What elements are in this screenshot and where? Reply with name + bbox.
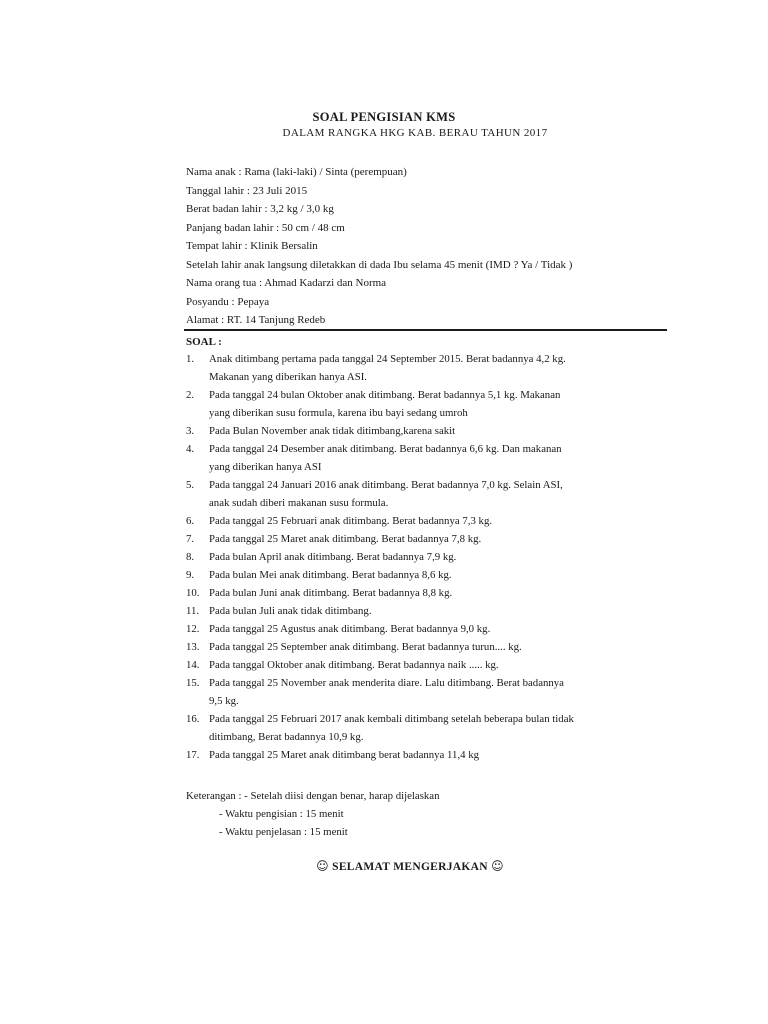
question-item bbox=[186, 350, 656, 386]
document-subtitle: DALAM RANGKA HKG KAB. BERAU TAHUN 2017 bbox=[282, 127, 548, 139]
question-item bbox=[186, 674, 656, 710]
question-item bbox=[186, 584, 656, 602]
question-text: Pada tanggal 25 Februari anak ditimbang. Berat badannya 7,3 kg. bbox=[209, 515, 493, 527]
question-item bbox=[186, 566, 656, 584]
question-text: Pada tanggal 25 November anak menderita diare. Lalu ditimbang. Berat badannya bbox=[209, 677, 564, 689]
question-text: Pada tanggal 25 Februari 2017 anak kembali ditimbang setelah beberapa bulan tidak bbox=[209, 713, 574, 725]
info-line-birth-date: Tanggal lahir : 23 Juli 2015 bbox=[186, 184, 308, 197]
question-text: Pada tanggal 24 Januari 2016 anak ditimbang. Berat badannya 7,0 kg. Selain ASI, bbox=[209, 479, 563, 491]
question-item bbox=[186, 476, 656, 512]
notes-first-line: Keterangan : - Setelah diisi dengan benar, harap dijelaskan bbox=[186, 790, 440, 802]
closing-line bbox=[0, 859, 768, 873]
smiley-icon: ☺ bbox=[316, 859, 329, 873]
question-item bbox=[186, 512, 656, 530]
info-line-posyandu: Posyandu : Pepaya bbox=[186, 295, 270, 308]
question-item bbox=[186, 602, 656, 620]
question-number: 6. bbox=[186, 515, 195, 527]
question-number: 12. bbox=[186, 623, 200, 635]
question-text: anak sudah diberi makanan susu formula. bbox=[209, 497, 389, 509]
info-line-birth-weight: Berat badan lahir : 3,2 kg / 3,0 kg bbox=[186, 203, 334, 215]
question-text: ditimbang, Berat badannya 10,9 kg. bbox=[209, 731, 364, 743]
question-text: Pada tanggal 24 bulan Oktober anak ditimbang. Berat badannya 5,1 kg. Makanan bbox=[209, 389, 561, 401]
question-text: Pada tanggal 25 Maret anak ditimbang. Berat badannya 7,8 kg. bbox=[209, 533, 482, 545]
notes-line: - Waktu penjelasan : 15 menit bbox=[219, 826, 348, 838]
question-number: 16. bbox=[186, 713, 200, 725]
question-number: 2. bbox=[186, 389, 195, 401]
question-item bbox=[186, 386, 656, 422]
question-number: 1. bbox=[186, 353, 195, 365]
info-line-child-name: Nama anak : Rama (laki-laki) / Sinta (perempuan) bbox=[186, 166, 407, 178]
question-number: 9. bbox=[186, 569, 195, 581]
question-item bbox=[186, 710, 656, 746]
question-number: 8. bbox=[186, 551, 195, 563]
questions-heading: SOAL : bbox=[186, 336, 222, 348]
document-title: SOAL PENGISIAN KMS bbox=[312, 110, 456, 124]
question-number: 15. bbox=[186, 677, 200, 689]
question-item bbox=[186, 638, 656, 656]
info-line-parents: Nama orang tua : Ahmad Kadarzi dan Norma bbox=[186, 277, 387, 289]
question-text: Pada bulan April anak ditimbang. Berat badannya 7,9 kg. bbox=[209, 551, 457, 563]
question-item bbox=[186, 548, 656, 566]
question-number: 11. bbox=[186, 605, 200, 617]
question-text: Anak ditimbang pertama pada tanggal 24 September 2015. Berat badannya 4,2 kg. bbox=[209, 353, 566, 365]
closing-text: SELAMAT MENGERJAKAN bbox=[332, 861, 488, 873]
question-text: Pada tanggal Oktober anak ditimbang. Berat badannya naik ..... kg. bbox=[209, 659, 499, 671]
question-item bbox=[186, 656, 656, 674]
smiley-icon: ☺ bbox=[491, 859, 504, 873]
question-text: Pada tanggal 25 September anak ditimbang. Berat badannya turun.... kg. bbox=[209, 641, 522, 653]
question-number: 3. bbox=[186, 425, 195, 437]
notes-line: - Waktu pengisian : 15 menit bbox=[219, 808, 344, 820]
question-text: 9,5 kg. bbox=[209, 695, 239, 707]
questions-list bbox=[186, 350, 656, 764]
question-number: 13. bbox=[186, 641, 200, 653]
question-text: Pada Bulan November anak tidak ditimbang,karena sakit bbox=[209, 425, 456, 437]
divider-rule bbox=[184, 329, 667, 331]
question-text: Makanan yang diberikan hanya ASI. bbox=[209, 371, 368, 383]
question-text: yang diberikan susu formula, karena ibu bayi sedang umroh bbox=[209, 407, 468, 419]
question-item bbox=[186, 620, 656, 638]
info-line-birth-length: Panjang badan lahir : 50 cm / 48 cm bbox=[186, 221, 345, 234]
question-item bbox=[186, 746, 656, 764]
question-text: Pada tanggal 25 Maret anak ditimbang berat badannya 11,4 kg bbox=[209, 749, 480, 761]
question-text: Pada tanggal 24 Desember anak ditimbang. Berat badannya 6,6 kg. Dan makanan bbox=[209, 443, 562, 455]
question-text: Pada bulan Juli anak tidak ditimbang. bbox=[209, 605, 372, 617]
question-number: 7. bbox=[186, 533, 195, 545]
question-number: 5. bbox=[186, 479, 195, 491]
question-item bbox=[186, 530, 656, 548]
question-number: 4. bbox=[186, 443, 195, 455]
question-item bbox=[186, 440, 656, 476]
question-number: 10. bbox=[186, 587, 200, 599]
notes-block bbox=[186, 787, 440, 841]
child-info-block bbox=[186, 163, 666, 330]
question-number: 14. bbox=[186, 659, 200, 671]
question-text: yang diberikan hanya ASI bbox=[209, 461, 322, 473]
info-line-address: Alamat : RT. 14 Tanjung Redeb bbox=[186, 314, 326, 326]
question-text: Pada bulan Mei anak ditimbang. Berat badannya 8,6 kg. bbox=[209, 569, 452, 581]
info-line-imd: Setelah lahir anak langsung diletakkan di dada Ibu selama 45 menit (IMD ? Ya / Tidak ) bbox=[186, 258, 573, 271]
info-line-birth-place: Tempat lahir : Klinik Bersalin bbox=[186, 240, 318, 252]
question-text: Pada tanggal 25 Agustus anak ditimbang. Berat badannya 9,0 kg. bbox=[209, 623, 491, 635]
question-number: 17. bbox=[186, 749, 200, 761]
question-text: Pada bulan Juni anak ditimbang. Berat badannya 8,8 kg. bbox=[209, 587, 453, 599]
question-item bbox=[186, 422, 656, 440]
